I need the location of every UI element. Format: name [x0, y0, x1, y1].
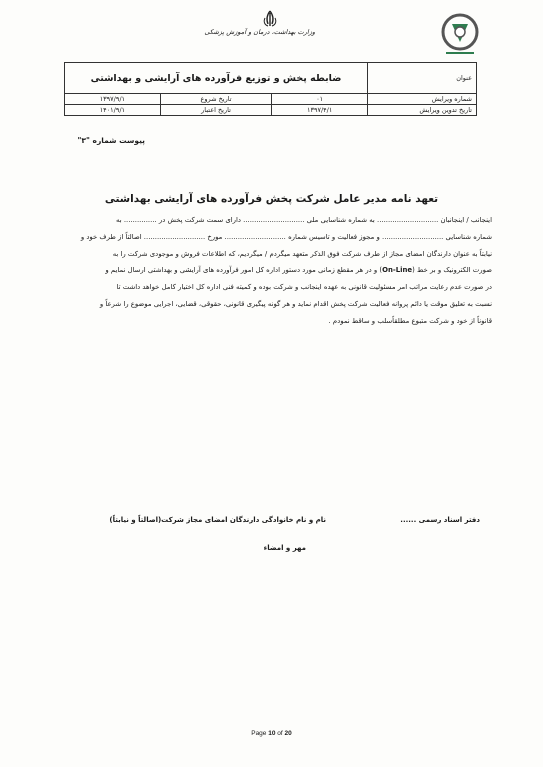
validity-date-value: ۱۴۰۱/۹/۱ [65, 105, 161, 116]
table-row [65, 63, 477, 94]
document-header-table [64, 62, 477, 116]
body-line-part: ) و در هر مقطع زمانی مورد دستور اداره کل امور فرآورده های آرایشی و بهداشتی ارسال نمایم و [105, 266, 383, 275]
iran-emblem-icon [262, 10, 278, 28]
body-line [66, 262, 492, 279]
body-line: شماره شناسایی ............................ و مجوز فعالیت و تاسیس شماره ............................ مورخ ............................ اصالتاً از طرف خود و [80, 232, 492, 241]
table-row [65, 94, 477, 105]
start-date-label: تاریخ شروع [160, 94, 272, 105]
organization-logo-icon [440, 12, 480, 60]
page-number [0, 730, 543, 737]
document-title: ضابطه پخش و توزیع فرآورده های آرایشی و بهداشتی [65, 63, 368, 94]
page-prefix: Page [251, 730, 269, 737]
total-pages: 20 [284, 730, 292, 737]
ministry-header [204, 10, 315, 58]
body-line: اینجانب / اینجانبان ............................ به شماره شناسایی ملی ............................ دارای سمت شرکت پخش در ............... به [116, 216, 492, 224]
page-title: تعهد نامه مدیر عامل شرکت پخش فرآورده های آرایشی بهداشتی [104, 193, 439, 205]
seal-signature-label: مهر و امضاء [263, 544, 306, 552]
body-line: قانوناً از خود و شرکت متبوع مطلقاًسلب و ساقط نمودم . [328, 316, 492, 325]
current-page: 10 [268, 730, 276, 737]
commitment-body [66, 212, 492, 330]
revision-date-label: تاریخ تدوین ویرایش [368, 105, 477, 116]
page-sep: of [275, 730, 285, 737]
body-line: نیابتاً به عنوان دارندگان امضای مجاز از طرف شرکت فوق الذکر متعهد میگردم / میگردیم، که اطلاعات فروش و موجودی شرکت را به [112, 249, 492, 258]
authorized-signatories-label: نام و نام خانوادگی دارندگان امضای مجاز شرکت(اصالتاً و نیابتاً) [109, 516, 326, 524]
revision-number-label: شماره ویرایش [368, 94, 477, 105]
notary-office-label: دفتر اسناد رسمی ...... [400, 516, 480, 524]
validity-date-label: تاریخ اعتبار [160, 105, 272, 116]
ministry-name: وزارت بهداشت، درمان و آموزش پزشکی [204, 28, 315, 36]
attachment-number: پیوست شماره "۳" [77, 136, 145, 145]
title-label: عنوان [368, 63, 477, 94]
revision-date-value: ۱۳۹۷/۴/۱ [272, 105, 368, 116]
table-row [65, 105, 477, 116]
body-line: در صورت عدم رعایت مراتب امر مسئولیت قانونی به عهده اینجانب و شرکت بوده و کمیته فنی اداره کل اختیار کامل خواهد داشت تا [116, 283, 492, 292]
revision-number-value: ۰۱ [272, 94, 368, 105]
online-term: On-Line [382, 266, 413, 275]
body-line: نسبت به تعلیق موقت یا دائم پروانه فعالیت شرکت پخش اقدام نماید و هر گونه پیگیری قانونی، حقوقی، قضایی، اجرایی موضوع را شرعاً و [99, 299, 492, 308]
body-line-part: صورت الکترونیک و بر خط ( [412, 266, 492, 275]
start-date-value: ۱۳۹۷/۹/۱ [65, 94, 161, 105]
